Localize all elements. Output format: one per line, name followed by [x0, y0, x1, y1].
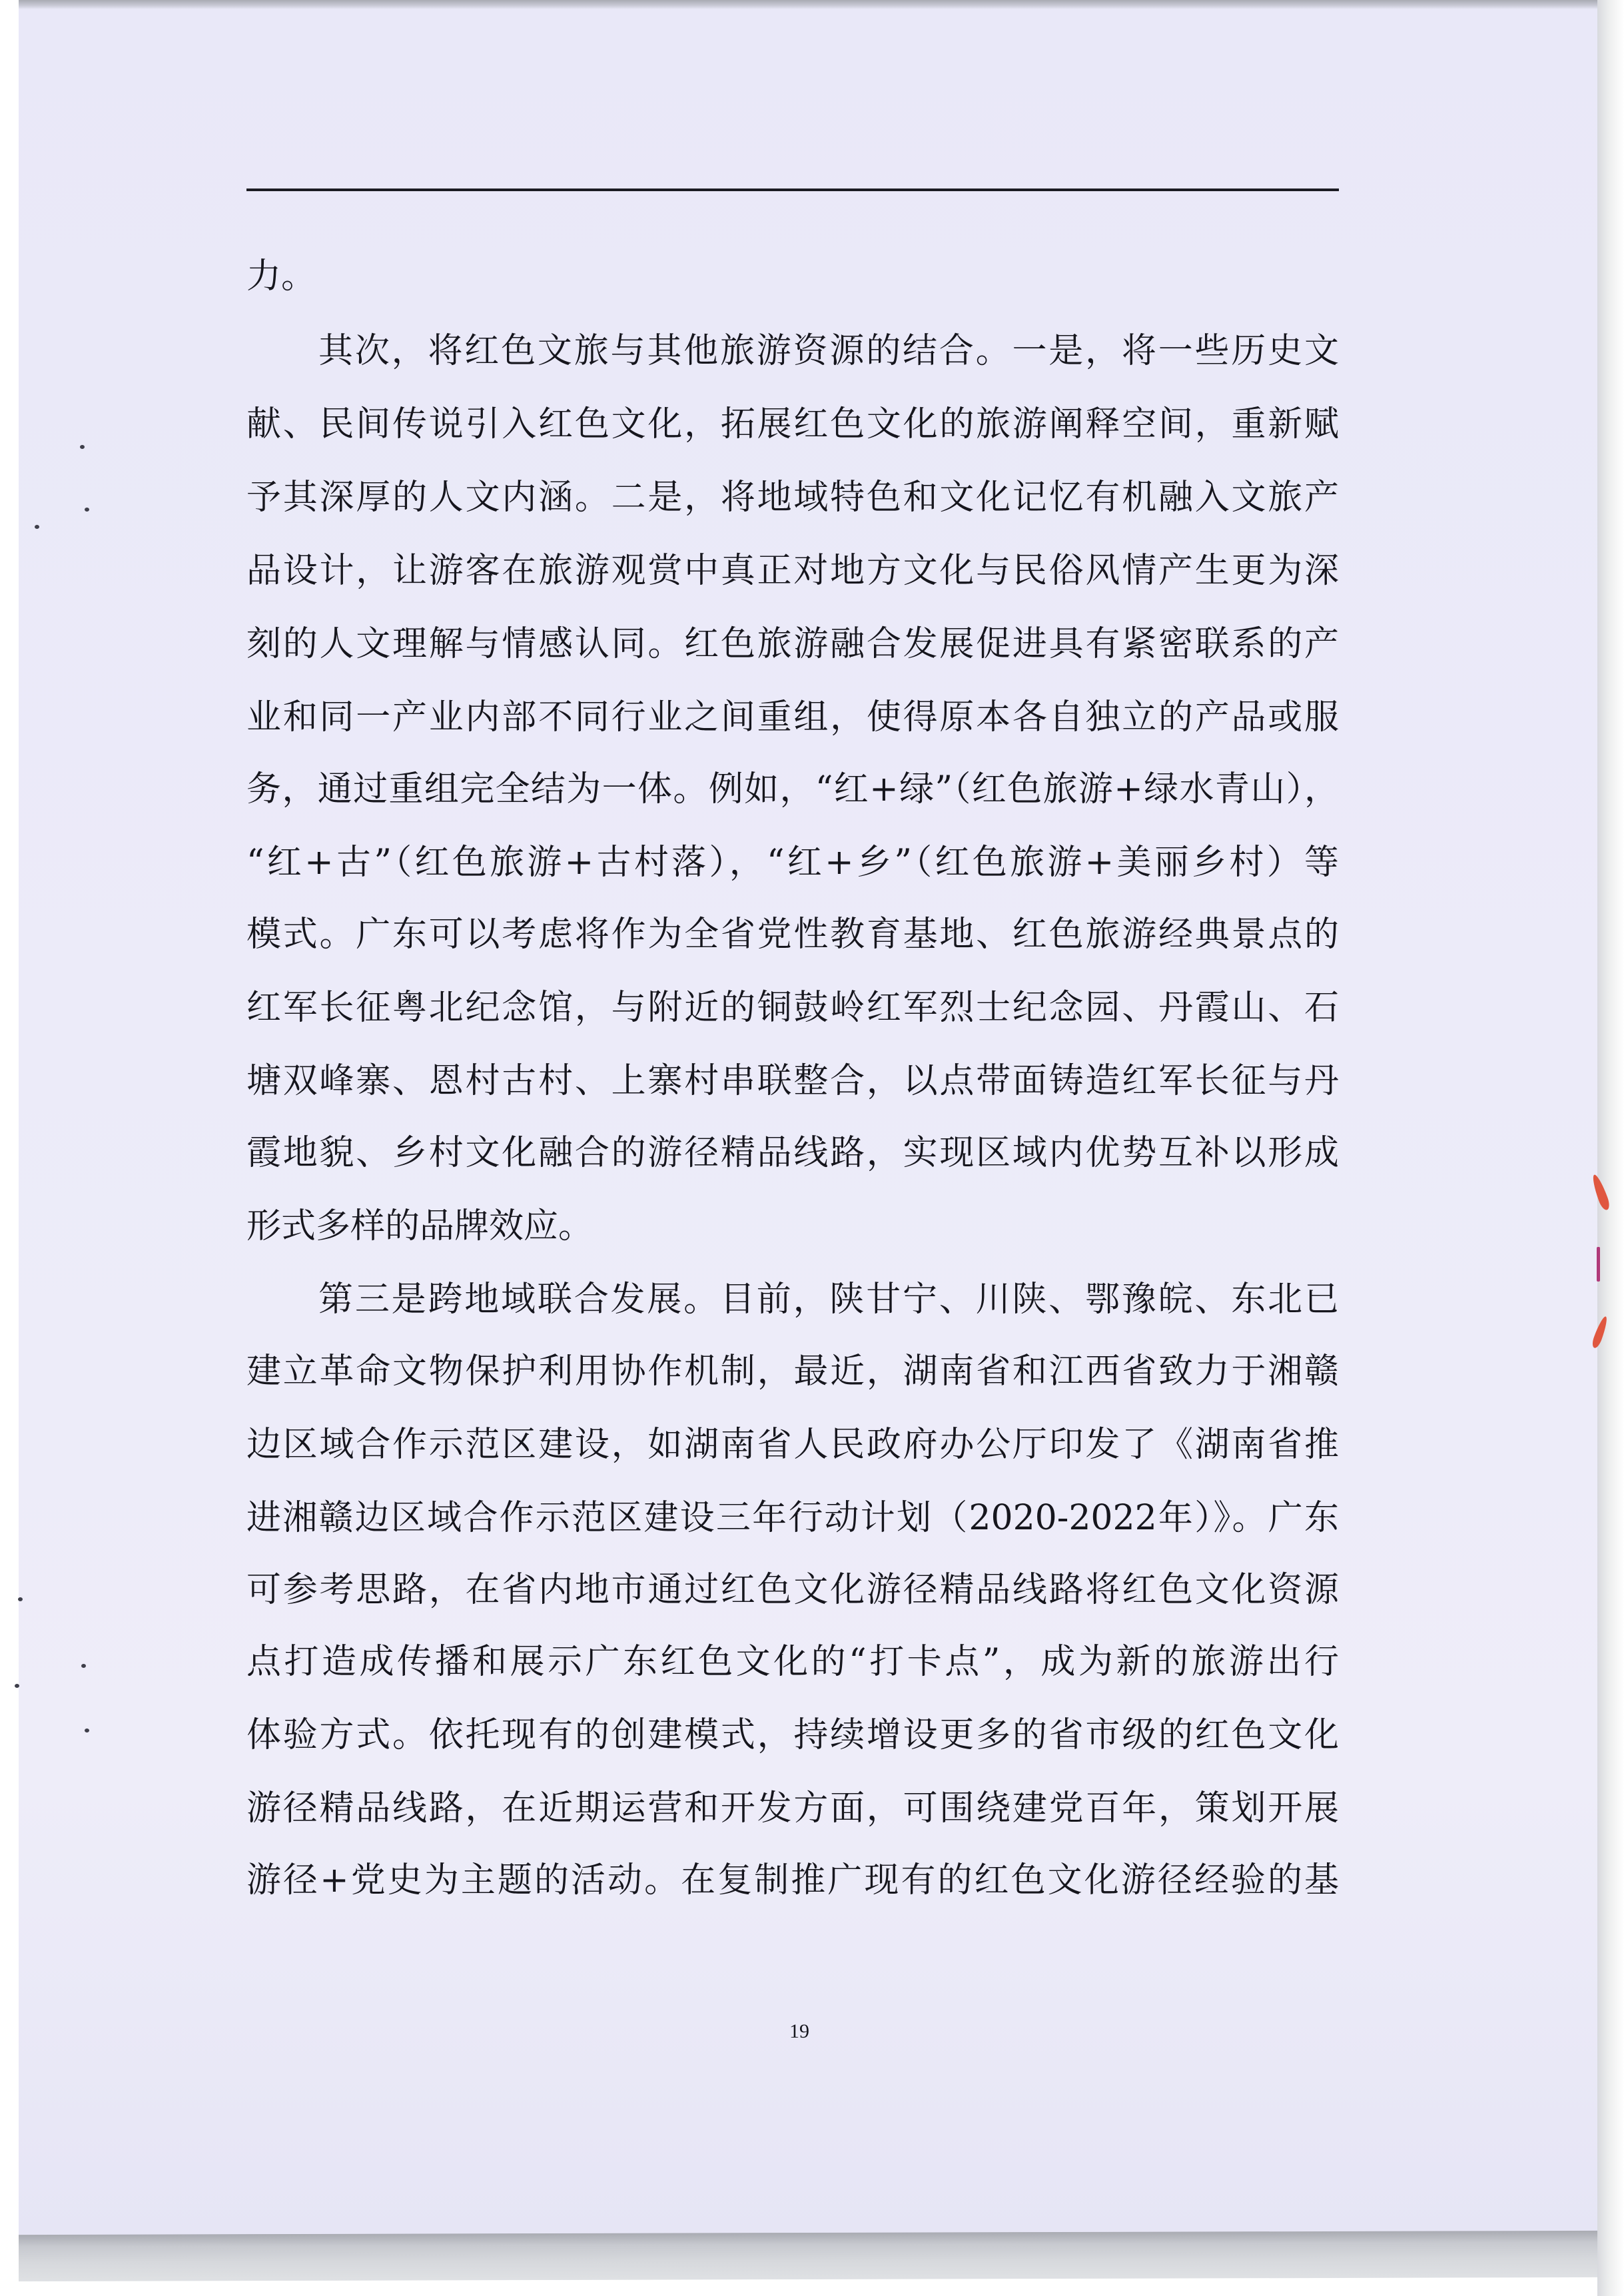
text-line: 点打造成传播和展示广东红色文化的“打卡点”，成为新的旅游出行 [246, 1642, 1339, 1682]
scan-right-edge [1597, 0, 1624, 2296]
text-line: 进湘赣边区域合作示范区建设三年行动计划（2020-2022年）》。广东 [246, 1498, 1339, 1538]
scan-speck [80, 445, 85, 449]
scan-speck [85, 508, 89, 512]
text-line: 品设计，让游客在旅游观赏中真正对地方文化与民俗风情产生更为深 [246, 551, 1339, 591]
text-line: 游径+党史为主题的活动。在复制推广现有的红色文化游径经验的基 [246, 1860, 1339, 1900]
text-line: 献、民间传说引入红色文化，拓展红色文化的旅游阐释空间，重新赋 [246, 404, 1339, 444]
purple-margin-mark [1597, 1247, 1600, 1282]
text-line: 建立革命文物保护利用协作机制，最近，湖南省和江西省致力于湘赣 [246, 1351, 1339, 1391]
header-rule [246, 189, 1339, 191]
text-line: 可参考思路，在省内地市通过红色文化游径精品线路将红色文化资源 [246, 1570, 1339, 1610]
scan-bottom-edge [19, 2231, 1597, 2281]
scan-top-shadow [19, 0, 1597, 9]
text-line: 予其深厚的人文内涵。二是，将地域特色和文化记忆有机融入文旅产 [246, 478, 1339, 518]
scan-speck [15, 1684, 19, 1688]
text-line: 力。 [246, 256, 316, 296]
text-line: 形式多样的品牌效应。 [246, 1206, 594, 1246]
paragraph-start-line: 第三是跨地域联合发展。目前，陕甘宁、川陕、鄂豫皖、东北已 [318, 1280, 1339, 1320]
text-line: 体验方式。依托现有的创建模式，持续增设更多的省市级的红色文化 [246, 1715, 1339, 1755]
scan-speck [18, 1597, 23, 1601]
text-line: 边区域合作示范区建设，如湖南省人民政府办公厅印发了《湖南省推 [246, 1425, 1339, 1465]
text-line: 霞地貌、乡村文化融合的游径精品线路，实现区域内优势互补以形成 [246, 1133, 1339, 1173]
text-line: 业和同一产业内部不同行业之间重组，使得原本各自独立的产品或服 [246, 697, 1339, 737]
text-line: 红军长征粤北纪念馆，与附近的铜鼓岭红军烈士纪念园、丹霞山、石 [246, 988, 1339, 1028]
text-line: “红+古”（红色旅游+古村落），“红+乡”（红色旅游+美丽乡村）等 [246, 843, 1339, 883]
text-line: 游径精品线路，在近期运营和开发方面，可围绕建党百年，策划开展 [246, 1788, 1339, 1828]
text-line: 务，通过重组完全结为一体。例如，“红+绿”（红色旅游+绿水青山）， [246, 769, 1339, 809]
paragraph-start-line: 其次，将红色文旅与其他旅游资源的结合。一是，将一些历史文 [318, 331, 1339, 371]
page-number: 19 [789, 2020, 809, 2042]
scan-speck [81, 1664, 86, 1668]
scan-speck [85, 1728, 89, 1732]
text-line: 模式。广东可以考虑将作为全省党性教育基地、红色旅游经典景点的 [246, 915, 1339, 955]
text-line: 塘双峰寨、恩村古村、上寨村串联整合，以点带面铸造红军长征与丹 [246, 1061, 1339, 1101]
scan-speck [35, 525, 39, 529]
text-line: 刻的人文理解与情感认同。红色旅游融合发展促进具有紧密联系的产 [246, 624, 1339, 664]
